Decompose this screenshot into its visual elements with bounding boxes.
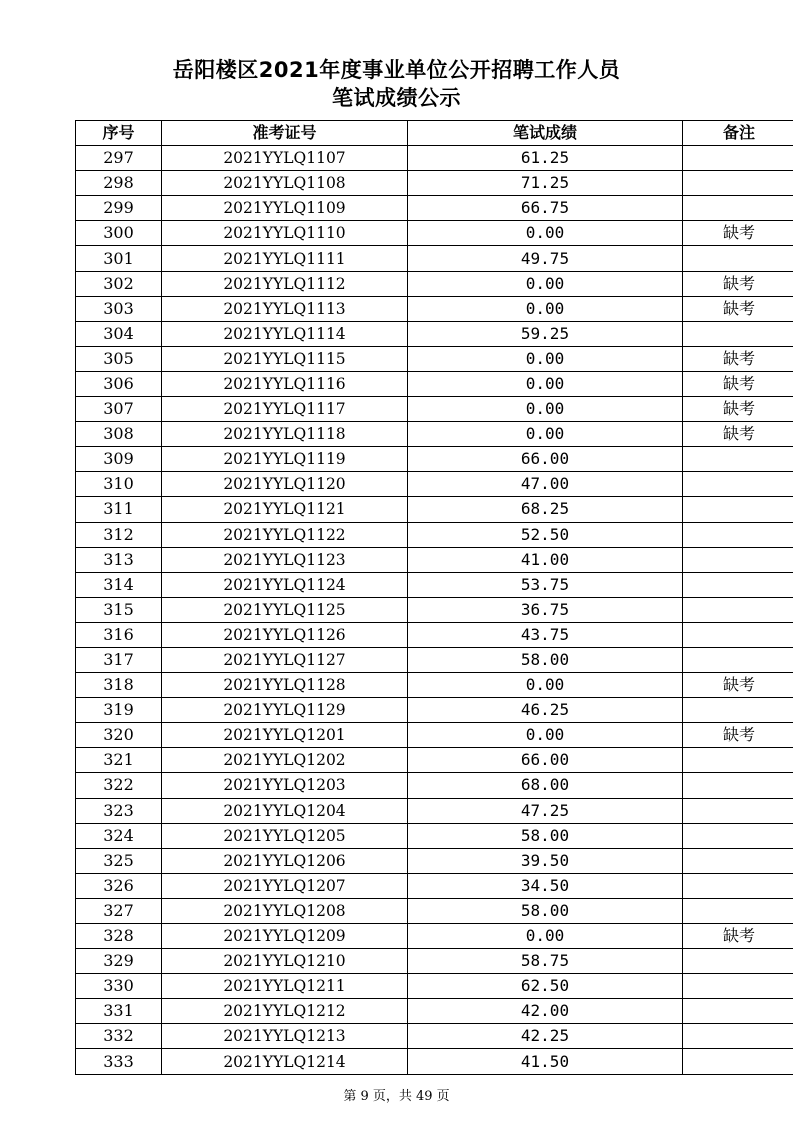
cell-remark bbox=[683, 196, 793, 221]
cell-ticket-number: 2021YYLQ1212 bbox=[162, 999, 408, 1024]
cell-score: 0.00 bbox=[408, 296, 683, 321]
table-row bbox=[76, 572, 793, 597]
cell-ticket-number: 2021YYLQ1115 bbox=[162, 346, 408, 371]
table-row bbox=[76, 1024, 793, 1049]
cell-remark: 缺考 bbox=[683, 371, 793, 396]
cell-seq: 330 bbox=[76, 974, 162, 999]
cell-seq: 311 bbox=[76, 497, 162, 522]
cell-score: 39.50 bbox=[408, 848, 683, 873]
cell-remark: 缺考 bbox=[683, 271, 793, 296]
cell-seq: 315 bbox=[76, 597, 162, 622]
cell-ticket-number: 2021YYLQ1109 bbox=[162, 196, 408, 221]
cell-seq: 327 bbox=[76, 898, 162, 923]
table-row bbox=[76, 221, 793, 246]
cell-seq: 304 bbox=[76, 321, 162, 346]
table-row bbox=[76, 296, 793, 321]
table-row bbox=[76, 497, 793, 522]
cell-remark bbox=[683, 748, 793, 773]
cell-ticket-number: 2021YYLQ1108 bbox=[162, 171, 408, 196]
cell-remark bbox=[683, 572, 793, 597]
cell-ticket-number: 2021YYLQ1214 bbox=[162, 1049, 408, 1074]
cell-ticket-number: 2021YYLQ1128 bbox=[162, 673, 408, 698]
cell-seq: 322 bbox=[76, 773, 162, 798]
header-seq: 序号 bbox=[76, 121, 162, 146]
page-footer: 第 9 页，共 49 页 bbox=[343, 1089, 450, 1104]
cell-score: 68.25 bbox=[408, 497, 683, 522]
cell-score: 42.25 bbox=[408, 1024, 683, 1049]
cell-score: 0.00 bbox=[408, 271, 683, 296]
cell-seq: 307 bbox=[76, 397, 162, 422]
cell-ticket-number: 2021YYLQ1118 bbox=[162, 422, 408, 447]
cell-ticket-number: 2021YYLQ1201 bbox=[162, 723, 408, 748]
cell-remark: 缺考 bbox=[683, 924, 793, 949]
cell-ticket-number: 2021YYLQ1210 bbox=[162, 949, 408, 974]
cell-ticket-number: 2021YYLQ1113 bbox=[162, 296, 408, 321]
header-remark: 备注 bbox=[683, 121, 793, 146]
cell-seq: 323 bbox=[76, 798, 162, 823]
cell-seq: 333 bbox=[76, 1049, 162, 1074]
cell-ticket-number: 2021YYLQ1117 bbox=[162, 397, 408, 422]
cell-ticket-number: 2021YYLQ1107 bbox=[162, 146, 408, 171]
cell-seq: 324 bbox=[76, 823, 162, 848]
cell-ticket-number: 2021YYLQ1123 bbox=[162, 547, 408, 572]
cell-score: 66.00 bbox=[408, 447, 683, 472]
cell-score: 0.00 bbox=[408, 924, 683, 949]
cell-remark bbox=[683, 798, 793, 823]
table-row bbox=[76, 748, 793, 773]
table-row bbox=[76, 949, 793, 974]
cell-remark bbox=[683, 974, 793, 999]
cell-seq: 299 bbox=[76, 196, 162, 221]
table-row bbox=[76, 447, 793, 472]
cell-score: 53.75 bbox=[408, 572, 683, 597]
table-header-row bbox=[76, 121, 793, 146]
table-row bbox=[76, 597, 793, 622]
cell-remark bbox=[683, 1049, 793, 1074]
cell-score: 58.00 bbox=[408, 823, 683, 848]
cell-score: 52.50 bbox=[408, 522, 683, 547]
cell-score: 41.00 bbox=[408, 547, 683, 572]
cell-seq: 325 bbox=[76, 848, 162, 873]
table-row bbox=[76, 823, 793, 848]
cell-seq: 314 bbox=[76, 572, 162, 597]
cell-score: 71.25 bbox=[408, 171, 683, 196]
cell-score: 59.25 bbox=[408, 321, 683, 346]
table-row bbox=[76, 321, 793, 346]
cell-score: 66.75 bbox=[408, 196, 683, 221]
cell-ticket-number: 2021YYLQ1203 bbox=[162, 773, 408, 798]
table-row bbox=[76, 698, 793, 723]
cell-ticket-number: 2021YYLQ1206 bbox=[162, 848, 408, 873]
cell-remark: 缺考 bbox=[683, 397, 793, 422]
table-row bbox=[76, 146, 793, 171]
cell-seq: 300 bbox=[76, 221, 162, 246]
table-row bbox=[76, 422, 793, 447]
cell-seq: 318 bbox=[76, 673, 162, 698]
table-row bbox=[76, 371, 793, 396]
cell-seq: 305 bbox=[76, 346, 162, 371]
document-title: 岳阳楼区2021年度事业单位公开招聘工作人员 bbox=[172, 58, 621, 82]
cell-remark: 缺考 bbox=[683, 296, 793, 321]
table-row bbox=[76, 622, 793, 647]
cell-remark bbox=[683, 522, 793, 547]
cell-seq: 301 bbox=[76, 246, 162, 271]
cell-ticket-number: 2021YYLQ1126 bbox=[162, 622, 408, 647]
cell-seq: 320 bbox=[76, 723, 162, 748]
table-row bbox=[76, 171, 793, 196]
cell-score: 62.50 bbox=[408, 974, 683, 999]
table-row bbox=[76, 196, 793, 221]
cell-ticket-number: 2021YYLQ1112 bbox=[162, 271, 408, 296]
cell-ticket-number: 2021YYLQ1125 bbox=[162, 597, 408, 622]
cell-ticket-number: 2021YYLQ1202 bbox=[162, 748, 408, 773]
cell-ticket-number: 2021YYLQ1119 bbox=[162, 447, 408, 472]
cell-remark bbox=[683, 1024, 793, 1049]
cell-remark bbox=[683, 848, 793, 873]
cell-seq: 331 bbox=[76, 999, 162, 1024]
cell-remark bbox=[683, 472, 793, 497]
cell-score: 36.75 bbox=[408, 597, 683, 622]
cell-seq: 308 bbox=[76, 422, 162, 447]
table-row bbox=[76, 472, 793, 497]
cell-remark bbox=[683, 246, 793, 271]
cell-seq: 321 bbox=[76, 748, 162, 773]
cell-remark: 缺考 bbox=[683, 221, 793, 246]
cell-seq: 326 bbox=[76, 873, 162, 898]
cell-score: 46.25 bbox=[408, 698, 683, 723]
cell-score: 47.00 bbox=[408, 472, 683, 497]
cell-ticket-number: 2021YYLQ1209 bbox=[162, 924, 408, 949]
table-row bbox=[76, 898, 793, 923]
cell-remark bbox=[683, 698, 793, 723]
table-row bbox=[76, 246, 793, 271]
cell-remark bbox=[683, 146, 793, 171]
cell-remark bbox=[683, 547, 793, 572]
table-row bbox=[76, 271, 793, 296]
cell-remark: 缺考 bbox=[683, 723, 793, 748]
score-table bbox=[75, 120, 793, 1075]
cell-seq: 303 bbox=[76, 296, 162, 321]
cell-score: 43.75 bbox=[408, 622, 683, 647]
cell-score: 41.50 bbox=[408, 1049, 683, 1074]
cell-seq: 332 bbox=[76, 1024, 162, 1049]
cell-score: 47.25 bbox=[408, 798, 683, 823]
table-row bbox=[76, 773, 793, 798]
cell-score: 0.00 bbox=[408, 397, 683, 422]
cell-score: 61.25 bbox=[408, 146, 683, 171]
cell-ticket-number: 2021YYLQ1204 bbox=[162, 798, 408, 823]
table-row bbox=[76, 397, 793, 422]
document-subtitle: 笔试成绩公示 bbox=[332, 86, 461, 110]
cell-remark bbox=[683, 773, 793, 798]
table-row bbox=[76, 547, 793, 572]
cell-ticket-number: 2021YYLQ1127 bbox=[162, 647, 408, 672]
table-row bbox=[76, 346, 793, 371]
cell-score: 0.00 bbox=[408, 221, 683, 246]
cell-seq: 309 bbox=[76, 447, 162, 472]
cell-score: 0.00 bbox=[408, 723, 683, 748]
table-row bbox=[76, 723, 793, 748]
cell-ticket-number: 2021YYLQ1120 bbox=[162, 472, 408, 497]
cell-score: 68.00 bbox=[408, 773, 683, 798]
table-row bbox=[76, 647, 793, 672]
cell-ticket-number: 2021YYLQ1208 bbox=[162, 898, 408, 923]
header-score: 笔试成绩 bbox=[408, 121, 683, 146]
cell-ticket-number: 2021YYLQ1213 bbox=[162, 1024, 408, 1049]
cell-score: 0.00 bbox=[408, 346, 683, 371]
table-body bbox=[76, 146, 793, 1074]
cell-ticket-number: 2021YYLQ1211 bbox=[162, 974, 408, 999]
cell-score: 42.00 bbox=[408, 999, 683, 1024]
cell-seq: 319 bbox=[76, 698, 162, 723]
cell-remark bbox=[683, 622, 793, 647]
table-row bbox=[76, 673, 793, 698]
header-ticket-number: 准考证号 bbox=[162, 121, 408, 146]
cell-seq: 297 bbox=[76, 146, 162, 171]
cell-seq: 302 bbox=[76, 271, 162, 296]
cell-remark bbox=[683, 999, 793, 1024]
cell-remark bbox=[683, 823, 793, 848]
cell-remark bbox=[683, 447, 793, 472]
cell-seq: 313 bbox=[76, 547, 162, 572]
cell-ticket-number: 2021YYLQ1121 bbox=[162, 497, 408, 522]
table-row bbox=[76, 924, 793, 949]
cell-remark: 缺考 bbox=[683, 422, 793, 447]
cell-score: 0.00 bbox=[408, 673, 683, 698]
table-row bbox=[76, 1049, 793, 1074]
cell-score: 0.00 bbox=[408, 422, 683, 447]
cell-seq: 310 bbox=[76, 472, 162, 497]
cell-ticket-number: 2021YYLQ1114 bbox=[162, 321, 408, 346]
cell-ticket-number: 2021YYLQ1111 bbox=[162, 246, 408, 271]
cell-seq: 316 bbox=[76, 622, 162, 647]
table-row bbox=[76, 848, 793, 873]
cell-remark bbox=[683, 497, 793, 522]
table-row bbox=[76, 974, 793, 999]
cell-ticket-number: 2021YYLQ1124 bbox=[162, 572, 408, 597]
cell-seq: 298 bbox=[76, 171, 162, 196]
cell-seq: 317 bbox=[76, 647, 162, 672]
cell-remark: 缺考 bbox=[683, 346, 793, 371]
cell-ticket-number: 2021YYLQ1207 bbox=[162, 873, 408, 898]
cell-remark bbox=[683, 898, 793, 923]
cell-remark bbox=[683, 949, 793, 974]
cell-remark bbox=[683, 171, 793, 196]
table-row bbox=[76, 522, 793, 547]
cell-score: 58.00 bbox=[408, 647, 683, 672]
cell-score: 66.00 bbox=[408, 748, 683, 773]
cell-score: 0.00 bbox=[408, 371, 683, 396]
cell-seq: 306 bbox=[76, 371, 162, 396]
cell-score: 58.00 bbox=[408, 898, 683, 923]
cell-seq: 328 bbox=[76, 924, 162, 949]
cell-seq: 312 bbox=[76, 522, 162, 547]
cell-score: 49.75 bbox=[408, 246, 683, 271]
cell-ticket-number: 2021YYLQ1205 bbox=[162, 823, 408, 848]
cell-remark bbox=[683, 597, 793, 622]
cell-score: 58.75 bbox=[408, 949, 683, 974]
cell-remark bbox=[683, 647, 793, 672]
cell-remark bbox=[683, 321, 793, 346]
cell-seq: 329 bbox=[76, 949, 162, 974]
table-row bbox=[76, 873, 793, 898]
cell-ticket-number: 2021YYLQ1116 bbox=[162, 371, 408, 396]
cell-score: 34.50 bbox=[408, 873, 683, 898]
cell-remark: 缺考 bbox=[683, 673, 793, 698]
cell-ticket-number: 2021YYLQ1122 bbox=[162, 522, 408, 547]
cell-remark bbox=[683, 873, 793, 898]
cell-ticket-number: 2021YYLQ1110 bbox=[162, 221, 408, 246]
cell-ticket-number: 2021YYLQ1129 bbox=[162, 698, 408, 723]
table-row bbox=[76, 798, 793, 823]
table-row bbox=[76, 999, 793, 1024]
